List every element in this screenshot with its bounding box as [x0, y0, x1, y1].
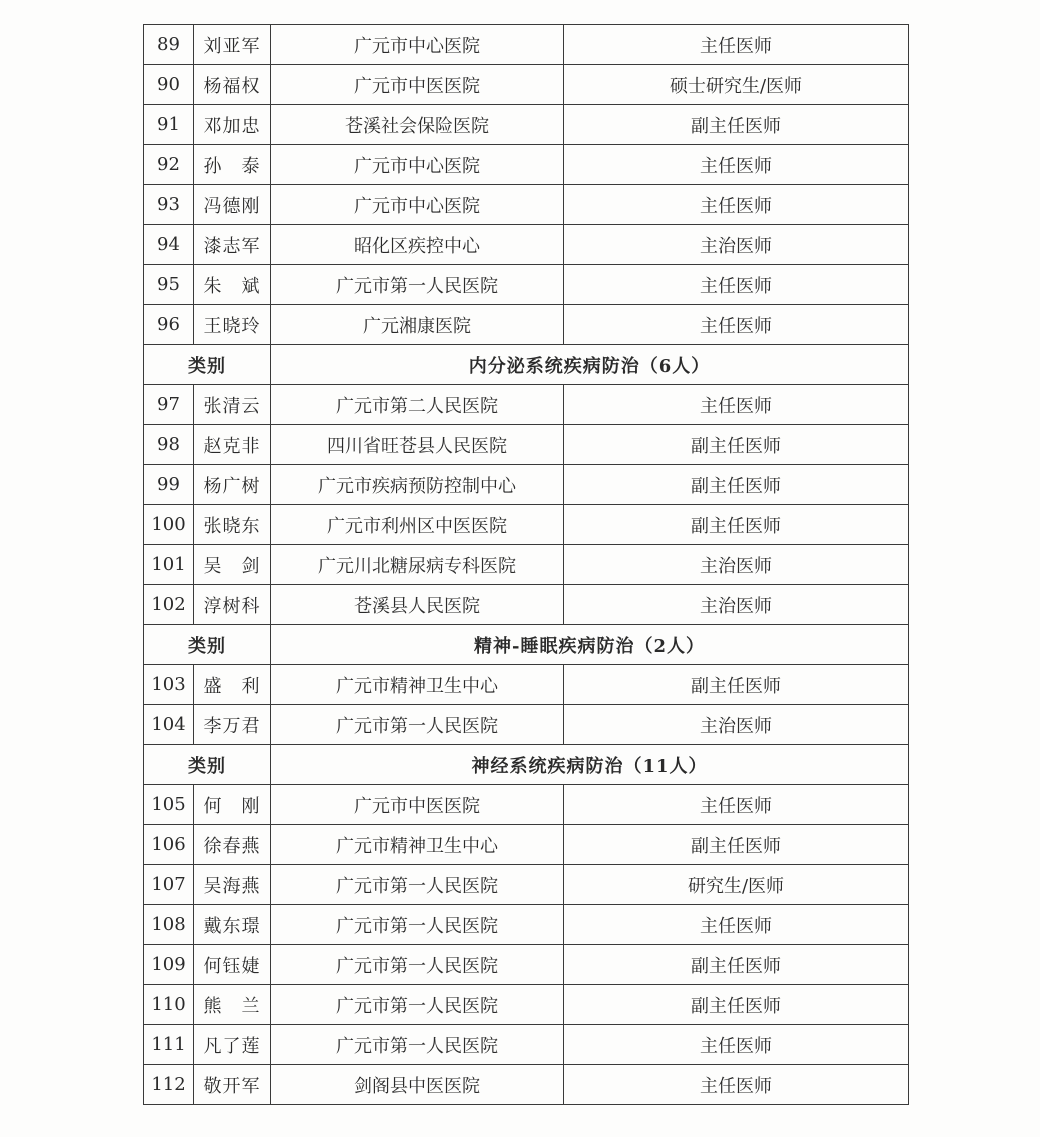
work-unit-cell: 广元市第一人民医院: [271, 865, 564, 905]
job-title-cell: 副主任医师: [564, 465, 909, 505]
work-unit-cell: 昭化区疾控中心: [271, 225, 564, 265]
work-unit-cell: 广元市中心医院: [271, 25, 564, 65]
row-number-cell: 108: [144, 905, 194, 945]
doctor-name-cell: 朱 斌: [194, 265, 271, 305]
table-row: [144, 905, 909, 945]
doctor-name-cell: 吴 剑: [194, 545, 271, 585]
table-row: [144, 865, 909, 905]
job-title-cell: 研究生/医师: [564, 865, 909, 905]
table-row: [144, 25, 909, 65]
row-number-cell: 106: [144, 825, 194, 865]
job-title-cell: 主任医师: [564, 305, 909, 345]
work-unit-cell: 广元市第一人民医院: [271, 985, 564, 1025]
work-unit-cell: 广元市精神卫生中心: [271, 825, 564, 865]
doctor-name-cell: 戴东璟: [194, 905, 271, 945]
category-row: [144, 625, 909, 665]
row-number-cell: 103: [144, 665, 194, 705]
category-row: [144, 345, 909, 385]
doctor-name-cell: 凡了莲: [194, 1025, 271, 1065]
doctor-name-cell: 敬开军: [194, 1065, 271, 1105]
row-number-cell: 91: [144, 105, 194, 145]
category-row: [144, 745, 909, 785]
row-number-cell: 104: [144, 705, 194, 745]
row-number-cell: 111: [144, 1025, 194, 1065]
work-unit-cell: 广元市第一人民医院: [271, 265, 564, 305]
table-row: [144, 105, 909, 145]
row-number-cell: 94: [144, 225, 194, 265]
work-unit-cell: 苍溪社会保险医院: [271, 105, 564, 145]
category-label: 类别: [144, 625, 271, 665]
table-row: [144, 985, 909, 1025]
work-unit-cell: 广元市第一人民医院: [271, 1025, 564, 1065]
doctor-name-cell: 王晓玲: [194, 305, 271, 345]
table-row: [144, 945, 909, 985]
job-title-cell: 主任医师: [564, 145, 909, 185]
row-number-cell: 95: [144, 265, 194, 305]
job-title-cell: 主任医师: [564, 1065, 909, 1105]
table-row: [144, 1025, 909, 1065]
table-row: [144, 145, 909, 185]
doctor-name-cell: 徐春燕: [194, 825, 271, 865]
table-row: [144, 385, 909, 425]
category-name: 内分泌系统疾病防治（6人）: [271, 345, 909, 385]
job-title-cell: 副主任医师: [564, 505, 909, 545]
job-title-cell: 主治医师: [564, 225, 909, 265]
work-unit-cell: 广元市中心医院: [271, 185, 564, 225]
work-unit-cell: 广元市疾病预防控制中心: [271, 465, 564, 505]
category-name: 精神-睡眠疾病防治（2人）: [271, 625, 909, 665]
doctor-name-cell: 李万君: [194, 705, 271, 745]
table-row: [144, 465, 909, 505]
job-title-cell: 主任医师: [564, 1025, 909, 1065]
work-unit-cell: 广元市中医医院: [271, 785, 564, 825]
table-row: [144, 705, 909, 745]
row-number-cell: 98: [144, 425, 194, 465]
job-title-cell: 主任医师: [564, 25, 909, 65]
table-row: [144, 185, 909, 225]
table-row: [144, 505, 909, 545]
row-number-cell: 93: [144, 185, 194, 225]
table-row: [144, 785, 909, 825]
work-unit-cell: 苍溪县人民医院: [271, 585, 564, 625]
row-number-cell: 110: [144, 985, 194, 1025]
table-row: [144, 305, 909, 345]
doctor-name-cell: 杨广树: [194, 465, 271, 505]
doctor-name-cell: 邓加忠: [194, 105, 271, 145]
work-unit-cell: 广元市中医医院: [271, 65, 564, 105]
work-unit-cell: 广元川北糖尿病专科医院: [271, 545, 564, 585]
doctor-name-cell: 熊 兰: [194, 985, 271, 1025]
work-unit-cell: 广元市利州区中医医院: [271, 505, 564, 545]
row-number-cell: 102: [144, 585, 194, 625]
table-row: [144, 665, 909, 705]
roster-body: [144, 25, 909, 1105]
doctor-name-cell: 漆志军: [194, 225, 271, 265]
row-number-cell: 101: [144, 545, 194, 585]
doctor-name-cell: 张清云: [194, 385, 271, 425]
doctor-name-cell: 赵克非: [194, 425, 271, 465]
work-unit-cell: 广元市第一人民医院: [271, 905, 564, 945]
doctor-name-cell: 何 刚: [194, 785, 271, 825]
expert-roster-table: [143, 24, 909, 1105]
table-row: [144, 585, 909, 625]
doctor-name-cell: 张晓东: [194, 505, 271, 545]
work-unit-cell: 剑阁县中医医院: [271, 1065, 564, 1105]
row-number-cell: 99: [144, 465, 194, 505]
table-row: [144, 225, 909, 265]
category-label: 类别: [144, 345, 271, 385]
doctor-name-cell: 孙 泰: [194, 145, 271, 185]
work-unit-cell: 广元市第一人民医院: [271, 705, 564, 745]
row-number-cell: 89: [144, 25, 194, 65]
job-title-cell: 硕士研究生/医师: [564, 65, 909, 105]
job-title-cell: 主治医师: [564, 705, 909, 745]
table-row: [144, 265, 909, 305]
table-row: [144, 425, 909, 465]
doctor-name-cell: 吴海燕: [194, 865, 271, 905]
category-label: 类别: [144, 745, 271, 785]
row-number-cell: 105: [144, 785, 194, 825]
work-unit-cell: 广元湘康医院: [271, 305, 564, 345]
job-title-cell: 副主任医师: [564, 665, 909, 705]
job-title-cell: 主治医师: [564, 585, 909, 625]
table-row: [144, 65, 909, 105]
job-title-cell: 副主任医师: [564, 945, 909, 985]
doctor-name-cell: 杨福权: [194, 65, 271, 105]
row-number-cell: 90: [144, 65, 194, 105]
table-row: [144, 825, 909, 865]
job-title-cell: 副主任医师: [564, 825, 909, 865]
doctor-name-cell: 淳树科: [194, 585, 271, 625]
job-title-cell: 主治医师: [564, 545, 909, 585]
job-title-cell: 主任医师: [564, 385, 909, 425]
row-number-cell: 107: [144, 865, 194, 905]
row-number-cell: 112: [144, 1065, 194, 1105]
row-number-cell: 96: [144, 305, 194, 345]
row-number-cell: 100: [144, 505, 194, 545]
table-row: [144, 1065, 909, 1105]
doctor-name-cell: 冯德刚: [194, 185, 271, 225]
job-title-cell: 主任医师: [564, 785, 909, 825]
job-title-cell: 主任医师: [564, 265, 909, 305]
job-title-cell: 副主任医师: [564, 105, 909, 145]
work-unit-cell: 广元市精神卫生中心: [271, 665, 564, 705]
row-number-cell: 109: [144, 945, 194, 985]
work-unit-cell: 广元市第二人民医院: [271, 385, 564, 425]
job-title-cell: 副主任医师: [564, 985, 909, 1025]
job-title-cell: 副主任医师: [564, 425, 909, 465]
doctor-name-cell: 何钰婕: [194, 945, 271, 985]
job-title-cell: 主任医师: [564, 905, 909, 945]
work-unit-cell: 四川省旺苍县人民医院: [271, 425, 564, 465]
work-unit-cell: 广元市中心医院: [271, 145, 564, 185]
category-name: 神经系统疾病防治（11人）: [271, 745, 909, 785]
table-row: [144, 545, 909, 585]
job-title-cell: 主任医师: [564, 185, 909, 225]
work-unit-cell: 广元市第一人民医院: [271, 945, 564, 985]
row-number-cell: 97: [144, 385, 194, 425]
doctor-name-cell: 盛 利: [194, 665, 271, 705]
doctor-name-cell: 刘亚军: [194, 25, 271, 65]
row-number-cell: 92: [144, 145, 194, 185]
